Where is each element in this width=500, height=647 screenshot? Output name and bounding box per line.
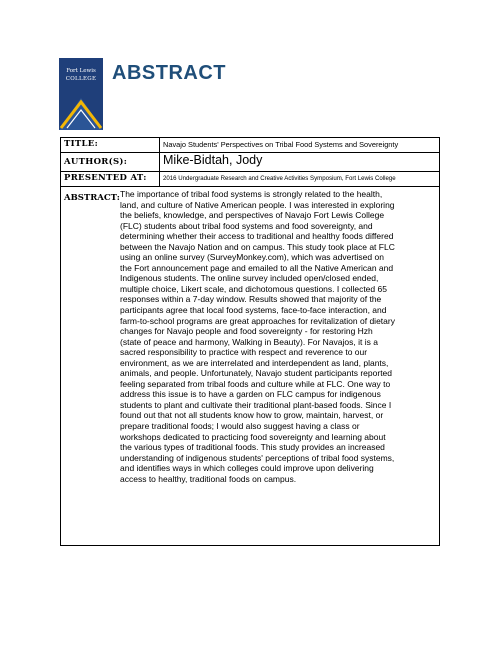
title-label: TITLE: bbox=[64, 139, 99, 149]
author-label: AUTHOR(S): bbox=[64, 157, 128, 167]
abstract-body: The importance of tribal food systems is strongly related to the health, land, and culture of Native American people. I was interested in exploring the beliefs, knowledge, and perspectives of Navajo Fort Lewis College (FLC) students about tribal food systems and food sovereignty, and determining whether their access to traditional and healthy foods differed between the Navajo Nation and on campus. This study took place at FLC using an online survey (SurveyMonkey.com), which was advertised on the Fort announcement page and emailed to all the Native American and Indigenous students. The online survey included open/closed ended, multiple choice, Likert scale, and dichotomous questions. I collected 65 responses within a 7-day window. Results showed that majority of the participants agree that local food systems, face-to-face interaction, and farm-to-school programs are great approaches for revitalization of dietary changes for Navajo people and food sovereignty - for restoring Hzh (state of peace and harmony, Walking in Beauty). For Navajos, it is a sacred responsibility to practice with respect and reverence to our environment, as we are interrelated and interdependent as land, plants, animals, and people. Unfortunately, Navajo student participants reported feeling separated from tribal foods and culture while at FLC. One way to address this issue is to have a garden on FLC campus for indigenous students to plant and cultivate their traditional plant-based foods. Since I found out that not all students know how to grow, maintain, harvest, or prepare traditional foods; I would also suggest having a class or workshops dedicated to practicing food sovereignty and learning about the various types of traditional foods. This study provides an increased understanding of indigenous students' perceptions of tribal food systems, and identifies ways in which colleges could improve upon delivering access to healthy, traditional foods on campus. bbox=[120, 189, 395, 484]
title-row bbox=[61, 138, 439, 153]
page-heading: ABSTRACT bbox=[112, 62, 226, 84]
presented-row bbox=[61, 172, 439, 187]
logo-text-line2: COLLEGE bbox=[65, 76, 97, 82]
college-logo bbox=[59, 58, 103, 130]
row-divider bbox=[159, 138, 160, 152]
author-value: Mike-Bidtah, Jody bbox=[163, 153, 263, 167]
row-divider bbox=[159, 172, 160, 186]
logo-text-line1: Fort Lewis bbox=[66, 68, 96, 74]
presented-value: 2016 Undergraduate Research and Creative Activities Symposium, Fort Lewis College bbox=[163, 175, 396, 182]
presented-label: PRESENTED AT: bbox=[64, 173, 147, 183]
abstract-label: ABSTRACT: bbox=[64, 193, 120, 203]
title-value: Navajo Students' Perspectives on Tribal Food Systems and Sovereignty bbox=[163, 140, 399, 149]
row-divider bbox=[159, 153, 160, 171]
author-row bbox=[61, 153, 439, 172]
abstract-form bbox=[60, 137, 440, 546]
